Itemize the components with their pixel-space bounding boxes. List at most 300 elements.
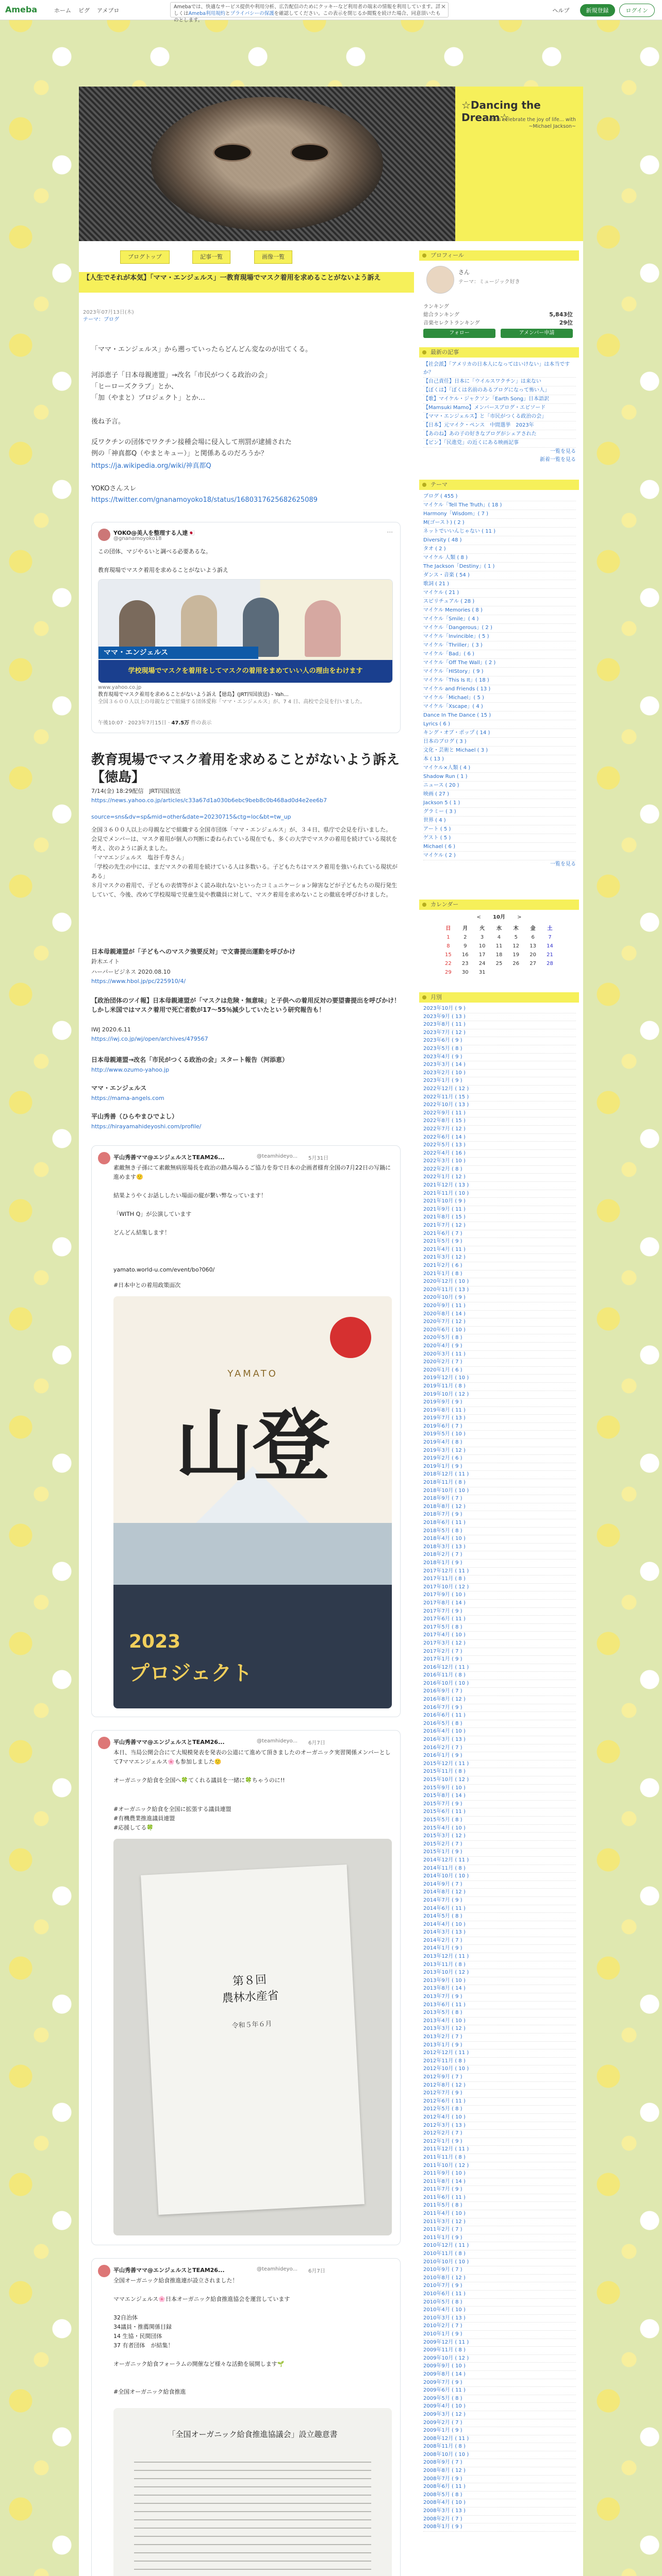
archive-item[interactable]: 2014年12月 ( 11 ) (423, 1857, 576, 1865)
archive-item[interactable]: 2013年1月 ( 9 ) (423, 2042, 576, 2050)
archive-item[interactable]: 2011年10月 ( 12 ) (423, 2162, 576, 2171)
archive-item[interactable]: 2015年8月 ( 14 ) (423, 1792, 576, 1801)
calendar-day[interactable]: 2 (464, 935, 467, 940)
archive-item[interactable]: 2016年10月 ( 10 ) (423, 1680, 576, 1688)
archive-item[interactable]: 2010年8月 ( 12 ) (423, 2275, 576, 2283)
archive-item[interactable]: 2022年11月 ( 15 ) (423, 1094, 576, 1102)
archive-item[interactable]: 2021年5月 ( 9 ) (423, 1238, 576, 1246)
calendar-day[interactable]: 12 (512, 943, 520, 949)
archive-item[interactable]: 2010年3月 ( 13 ) (423, 2315, 576, 2323)
tab-image-list[interactable] (254, 250, 292, 264)
archive-item[interactable]: 2016年6月 ( 11 ) (423, 1712, 576, 1720)
archive-item[interactable]: 2014年2月 ( 7 ) (423, 1937, 576, 1945)
theme-item[interactable]: ダンス・音楽 ( 54 ) (423, 571, 576, 580)
archive-item[interactable]: 2019年9月 ( 9 ) (423, 1399, 576, 1407)
archive-item[interactable]: 2011年1月 ( 9 ) (423, 2234, 576, 2243)
archive-item[interactable]: 2009年1月 ( 9 ) (423, 2427, 576, 2435)
tweet-link[interactable]: yamato.world-u.com/event/bo?060/ (113, 1266, 215, 1273)
archive-item[interactable]: 2017年11月 ( 8 ) (423, 1575, 576, 1584)
theme-item[interactable]: マイケル「Smile」( 4 ) (423, 615, 576, 624)
theme-item[interactable]: マイケル 人類 ( 8 ) (423, 554, 576, 563)
archive-item[interactable]: 2014年7月 ( 9 ) (423, 1897, 576, 1905)
archive-item[interactable]: 2012年3月 ( 13 ) (423, 2122, 576, 2130)
calendar-prev[interactable]: < (476, 914, 481, 920)
recent-entry[interactable]: 【ママ・エンジェルス】と「市民がつくる政治の会」 (423, 413, 576, 421)
calendar-day[interactable]: 22 (445, 961, 452, 967)
archive-item[interactable]: 2020年4月 ( 9 ) (423, 1343, 576, 1351)
archive-item[interactable]: 2018年6月 ( 11 ) (423, 1519, 576, 1528)
theme-item[interactable]: ネットでいいんじゃない ( 11 ) (423, 528, 576, 536)
archive-item[interactable]: 2016年11月 ( 8 ) (423, 1672, 576, 1680)
theme-item[interactable]: ゲスト ( 5 ) (423, 834, 576, 843)
archive-item[interactable]: 2015年9月 ( 10 ) (423, 1785, 576, 1793)
archive-item[interactable]: 2018年9月 ( 7 ) (423, 1495, 576, 1503)
archive-item[interactable]: 2022年3月 ( 10 ) (423, 1158, 576, 1166)
archive-item[interactable]: 2010年7月 ( 9 ) (423, 2282, 576, 2291)
archive-item[interactable]: 2021年8月 ( 15 ) (423, 1214, 576, 1222)
archive-item[interactable]: 2012年10月 ( 10 ) (423, 2065, 576, 2074)
theme-item[interactable]: グラミー ( 3 ) (423, 808, 576, 817)
archive-item[interactable]: 2021年10月 ( 9 ) (423, 1198, 576, 1206)
archive-item[interactable]: 2022年7月 ( 12 ) (423, 1126, 576, 1134)
archive-item[interactable]: 2012年5月 ( 8 ) (423, 2106, 576, 2114)
section-link[interactable]: https://iwj.co.jp/wj/open/archives/479567 (91, 1036, 208, 1042)
archive-item[interactable]: 2013年5月 ( 8 ) (423, 2009, 576, 2018)
document-photo[interactable] (113, 2408, 392, 2576)
archive-item[interactable]: 2012年2月 ( 7 ) (423, 2130, 576, 2138)
theme-item[interactable]: マイケル「This Is It」( 18 ) (423, 676, 576, 685)
theme-item[interactable]: マイケル「Bad」( 6 ) (423, 650, 576, 659)
archive-item[interactable]: 2008年7月 ( 9 ) (423, 2476, 576, 2484)
tab-entry-list[interactable] (192, 250, 230, 264)
archive-item[interactable]: 2008年1月 ( 9 ) (423, 2523, 576, 2532)
calendar-day[interactable]: 16 (461, 952, 469, 958)
archive-item[interactable]: 2021年7月 ( 12 ) (423, 1222, 576, 1230)
tab-blog-top[interactable] (120, 250, 170, 264)
archive-item[interactable]: 2009年10月 ( 12 ) (423, 2355, 576, 2363)
archive-item[interactable]: 2014年1月 ( 9 ) (423, 1945, 576, 1953)
archive-item[interactable]: 2011年8月 ( 14 ) (423, 2178, 576, 2187)
archive-item[interactable]: 2019年4月 ( 8 ) (423, 1439, 576, 1447)
archive-item[interactable]: 2017年8月 ( 14 ) (423, 1600, 576, 1608)
theme-item[interactable]: マイケル「Off The Wall」( 2 ) (423, 659, 576, 668)
archive-item[interactable]: 2015年2月 ( 7 ) (423, 1841, 576, 1849)
archive-item[interactable]: 2021年9月 ( 11 ) (423, 1206, 576, 1214)
theme-item[interactable]: 歌詞 ( 21 ) (423, 580, 576, 589)
news-image[interactable] (98, 579, 393, 683)
archive-item[interactable]: 2010年12月 ( 11 ) (423, 2242, 576, 2250)
archive-item[interactable]: 2013年10月 ( 12 ) (423, 1969, 576, 1977)
archive-item[interactable]: 2012年12月 ( 11 ) (423, 2049, 576, 2058)
archive-item[interactable]: 2009年7月 ( 9 ) (423, 2379, 576, 2387)
archive-item[interactable]: 2021年6月 ( 7 ) (423, 1230, 576, 1239)
archive-item[interactable]: 2021年3月 ( 12 ) (423, 1254, 576, 1262)
amember-button[interactable]: アメンバー申請 (501, 329, 573, 338)
archive-item[interactable]: 2012年1月 ( 9 ) (423, 2138, 576, 2146)
theme-item[interactable]: 映画 ( 27 ) (423, 790, 576, 799)
archive-item[interactable]: 2022年6月 ( 14 ) (423, 1134, 576, 1142)
archive-item[interactable]: 2023年1月 ( 9 ) (423, 1077, 576, 1086)
archive-item[interactable]: 2018年3月 ( 13 ) (423, 1544, 576, 1552)
archive-item[interactable]: 2013年11月 ( 8 ) (423, 1961, 576, 1970)
archive-item[interactable]: 2012年8月 ( 12 ) (423, 2082, 576, 2090)
archive-item[interactable]: 2014年10月 ( 10 ) (423, 1873, 576, 1881)
archive-item[interactable]: 2020年1月 ( 6 ) (423, 1367, 576, 1375)
archive-item[interactable]: 2011年6月 ( 11 ) (423, 2194, 576, 2202)
archive-item[interactable]: 2014年8月 ( 12 ) (423, 1889, 576, 1897)
wiki-link[interactable]: https://ja.wikipedia.org/wiki/神真都Q (91, 462, 211, 470)
calendar-day[interactable]: 23 (461, 961, 469, 967)
archive-item[interactable]: 2020年5月 ( 8 ) (423, 1334, 576, 1343)
archive-item[interactable]: 2023年2月 ( 10 ) (423, 1070, 576, 1078)
archive-item[interactable]: 2018年2月 ( 7 ) (423, 1551, 576, 1560)
recent-entry[interactable]: 【ピン】「民進党」の近くにある映画記事 (423, 439, 576, 448)
calendar-day[interactable]: 17 (478, 952, 486, 958)
theme-item[interactable]: マイケル「Dangerous」( 2 ) (423, 624, 576, 633)
archive-item[interactable]: 2023年9月 ( 13 ) (423, 1013, 576, 1022)
archive-item[interactable]: 2011年12月 ( 11 ) (423, 2146, 576, 2154)
theme-item[interactable]: マイケル「Xscape」( 4 ) (423, 703, 576, 711)
archive-item[interactable]: 2021年1月 ( 8 ) (423, 1270, 576, 1279)
calendar-day[interactable]: 28 (547, 961, 553, 967)
archive-item[interactable]: 2010年4月 ( 10 ) (423, 2307, 576, 2315)
theme-item[interactable]: Diversity ( 48 ) (423, 536, 576, 545)
archive-item[interactable]: 2013年4月 ( 10 ) (423, 2018, 576, 2026)
archive-item[interactable]: 2023年5月 ( 8 ) (423, 1045, 576, 1054)
archive-item[interactable]: 2008年8月 ( 12 ) (423, 2467, 576, 2476)
embedded-tweet[interactable] (91, 2258, 401, 2576)
archive-item[interactable]: 2008年5月 ( 8 ) (423, 2492, 576, 2500)
section-link[interactable]: http://www.ozumo-yahoo.jp (91, 1066, 170, 1073)
theme-item[interactable]: The Jackson「Destiny」( 1 ) (423, 563, 576, 571)
archive-item[interactable]: 2023年8月 ( 11 ) (423, 1021, 576, 1029)
help-link[interactable]: ヘルプ (552, 7, 570, 14)
calendar-day[interactable]: 30 (461, 970, 469, 975)
register-button[interactable]: 新規登録 (580, 4, 615, 16)
archive-item[interactable]: 2012年6月 ( 11 ) (423, 2098, 576, 2106)
archive-item[interactable]: 2022年4月 ( 16 ) (423, 1150, 576, 1158)
archive-item[interactable]: 2019年3月 ( 12 ) (423, 1447, 576, 1455)
archive-item[interactable]: 2015年3月 ( 12 ) (423, 1833, 576, 1841)
archive-item[interactable]: 2013年2月 ( 7 ) (423, 2033, 576, 2042)
theme-item[interactable]: 本 ( 13 ) (423, 755, 576, 764)
archive-item[interactable]: 2023年4月 ( 9 ) (423, 1054, 576, 1062)
privacy-link[interactable]: プライバシーの保護 (230, 11, 274, 16)
calendar-day[interactable]: 4 (497, 935, 501, 940)
archive-item[interactable]: 2021年12月 ( 13 ) (423, 1182, 576, 1190)
calendar-day[interactable]: 24 (478, 961, 486, 967)
recent-entry[interactable]: 【歌】マイケル・ジャクソン「Earth Song」日本語訳 (423, 395, 576, 404)
calendar-day[interactable]: 21 (547, 952, 553, 958)
profile-avatar-icon[interactable] (426, 266, 454, 294)
ameba-logo[interactable]: Ameba (5, 5, 38, 14)
archive-item[interactable]: 2010年10月 ( 10 ) (423, 2259, 576, 2267)
archive-item[interactable]: 2020年6月 ( 10 ) (423, 1327, 576, 1335)
tweet-date[interactable]: 6月7日 (308, 1740, 325, 1746)
archive-item[interactable]: 2009年8月 ( 14 ) (423, 2371, 576, 2379)
calendar-next[interactable]: > (517, 914, 522, 920)
nav-pigg[interactable]: ピグ (78, 7, 90, 14)
archive-item[interactable]: 2009年9月 ( 10 ) (423, 2363, 576, 2371)
archive-item[interactable]: 2019年7月 ( 13 ) (423, 1415, 576, 1423)
archive-item[interactable]: 2016年9月 ( 7 ) (423, 1688, 576, 1696)
archive-item[interactable]: 2009年2月 ( 7 ) (423, 2419, 576, 2428)
archive-item[interactable]: 2008年4月 ( 10 ) (423, 2499, 576, 2507)
section-link[interactable]: https://www.hbol.jp/pc/225910/4/ (91, 978, 186, 985)
event-poster-image[interactable] (113, 1296, 392, 1708)
archive-item[interactable]: 2019年5月 ( 10 ) (423, 1431, 576, 1439)
archive-item[interactable]: 2023年7月 ( 12 ) (423, 1029, 576, 1038)
section-link[interactable]: https://hirayamahideyoshi.com/profile/ (91, 1123, 202, 1130)
archive-item[interactable]: 2013年9月 ( 10 ) (423, 1977, 576, 1986)
tweet-time[interactable]: 午後10:07 · 2023年7月15日 (98, 720, 167, 726)
recent-more-link[interactable]: 一覧を見る (550, 449, 576, 454)
calendar-day[interactable]: 20 (529, 952, 536, 958)
archive-item[interactable]: 2015年7月 ( 9 ) (423, 1801, 576, 1809)
archive-item[interactable]: 2020年12月 ( 10 ) (423, 1278, 576, 1286)
archive-item[interactable]: 2021年4月 ( 11 ) (423, 1246, 576, 1255)
archive-item[interactable]: 2017年3月 ( 12 ) (423, 1640, 576, 1648)
calendar-day[interactable]: 26 (512, 961, 520, 967)
tweet-date[interactable]: 5月31日 (308, 1156, 329, 1161)
theme-item[interactable]: 日本のブログ ( 3 ) (423, 738, 576, 747)
theme-item[interactable]: マイケル「Invincible」( 5 ) (423, 633, 576, 641)
archive-item[interactable]: 2008年9月 ( 7 ) (423, 2459, 576, 2467)
archive-item[interactable]: 2012年9月 ( 7 ) (423, 2074, 576, 2082)
theme-item[interactable]: Lyrics ( 6 ) (423, 720, 576, 729)
archive-item[interactable]: 2019年12月 ( 10 ) (423, 1375, 576, 1383)
calendar-day[interactable]: 15 (445, 952, 452, 958)
calendar-day[interactable]: 25 (495, 961, 503, 967)
theme-item[interactable]: タオ ( 2 ) (423, 545, 576, 554)
archive-item[interactable]: 2011年5月 ( 8 ) (423, 2202, 576, 2210)
archive-item[interactable]: 2017年9月 ( 10 ) (423, 1591, 576, 1600)
archive-item[interactable]: 2012年11月 ( 8 ) (423, 2058, 576, 2066)
calendar-day[interactable]: 11 (495, 943, 503, 949)
archive-item[interactable]: 2010年11月 ( 8 ) (423, 2250, 576, 2259)
recent-entry[interactable]: 【日本】元マイク・ペンス 中間選挙 2023年 (423, 421, 576, 430)
theme-item[interactable]: Jackson 5 ( 1 ) (423, 799, 576, 808)
archive-item[interactable]: 2011年4月 ( 10 ) (423, 2210, 576, 2218)
tweet-more-icon[interactable]: ··· (387, 529, 393, 536)
archive-item[interactable]: 2015年12月 ( 11 ) (423, 1760, 576, 1769)
theme-item[interactable]: ブログ ( 455 ) (423, 493, 576, 501)
article-link[interactable]: https://news.yahoo.co.jp/articles/c33a67d1a030b6ebc9beb8c0b468ad0d4e2ee6b7 (91, 797, 327, 804)
archive-item[interactable]: 2010年9月 ( 7 ) (423, 2266, 576, 2275)
calendar-day[interactable]: 8 (446, 943, 450, 949)
theme-item[interactable]: マイケル「Michael」( 5 ) (423, 694, 576, 703)
archive-item[interactable]: 2016年12月 ( 11 ) (423, 1664, 576, 1672)
archive-item[interactable]: 2020年11月 ( 13 ) (423, 1286, 576, 1295)
theme-item[interactable]: マイケル ( 21 ) (423, 589, 576, 598)
archive-item[interactable]: 2016年5月 ( 8 ) (423, 1720, 576, 1728)
theme-item[interactable]: マイケル and Friends ( 13 ) (423, 685, 576, 694)
archive-item[interactable]: 2022年8月 ( 15 ) (423, 1117, 576, 1126)
archive-item[interactable]: 2017年7月 ( 9 ) (423, 1608, 576, 1616)
recent-entry[interactable]: 【ぼくは】「ぼくは名前のあるブログになって怖い人」 (423, 386, 576, 395)
archive-item[interactable]: 2022年1月 ( 12 ) (423, 1174, 576, 1182)
archive-item[interactable]: 2008年3月 ( 13 ) (423, 2507, 576, 2516)
archive-item[interactable]: 2018年4月 ( 10 ) (423, 1535, 576, 1544)
archive-item[interactable]: 2023年3月 ( 14 ) (423, 1061, 576, 1070)
archive-item[interactable]: 2017年1月 ( 9 ) (423, 1656, 576, 1664)
archive-item[interactable]: 2011年11月 ( 8 ) (423, 2154, 576, 2162)
section-link[interactable]: https://mama-angels.com (91, 1095, 164, 1101)
archive-item[interactable]: 2011年9月 ( 10 ) (423, 2170, 576, 2178)
theme-item[interactable]: アート ( 5 ) (423, 825, 576, 834)
archive-item[interactable]: 2020年7月 ( 12 ) (423, 1318, 576, 1327)
calendar-day[interactable]: 6 (531, 935, 535, 940)
theme-item[interactable]: Michael ( 6 ) (423, 843, 576, 852)
theme-item[interactable]: スピリチュアル ( 28 ) (423, 598, 576, 606)
theme-item[interactable]: Dance In The Dance ( 15 ) (423, 711, 576, 720)
archive-item[interactable]: 2017年12月 ( 11 ) (423, 1568, 576, 1576)
archive-item[interactable]: 2013年8月 ( 14 ) (423, 1985, 576, 1993)
archive-item[interactable]: 2022年10月 ( 13 ) (423, 1101, 576, 1110)
archive-item[interactable]: 2011年2月 ( 7 ) (423, 2226, 576, 2234)
archive-item[interactable]: 2009年12月 ( 11 ) (423, 2339, 576, 2347)
archive-item[interactable]: 2012年4月 ( 10 ) (423, 2114, 576, 2122)
archive-item[interactable]: 2019年2月 ( 6 ) (423, 1455, 576, 1463)
nav-home[interactable]: ホーム (54, 7, 71, 14)
recent-extra-link[interactable]: 新着一覧を見る (540, 457, 576, 463)
calendar-day[interactable]: 7 (548, 935, 552, 940)
archive-item[interactable]: 2021年11月 ( 10 ) (423, 1190, 576, 1198)
theme-item[interactable]: M(ゴースト) ( 2 ) (423, 519, 576, 528)
recent-entry[interactable]: 【社会派】「アメリカの日本人になってはいけない」は本当ですか？ (423, 361, 576, 378)
archive-item[interactable]: 2009年5月 ( 8 ) (423, 2395, 576, 2403)
archive-item[interactable]: 2018年7月 ( 9 ) (423, 1511, 576, 1519)
article-link-params[interactable]: source=sns&dv=sp&mid=other&date=20230715&ctg=loc&bt=tw_up (91, 814, 291, 820)
archive-item[interactable]: 2022年9月 ( 11 ) (423, 1110, 576, 1118)
archive-item[interactable]: 2015年10月 ( 12 ) (423, 1776, 576, 1785)
archive-item[interactable]: 2020年2月 ( 7 ) (423, 1359, 576, 1367)
recent-entry[interactable]: 【自己責任】日本に「ウイルスワクチン」は来ない (423, 378, 576, 386)
calendar-day[interactable]: 13 (529, 943, 536, 949)
theme-item[interactable]: マイケル「HIStory」( 9 ) (423, 668, 576, 676)
theme-item[interactable]: マイケル×人類 ( 4 ) (423, 764, 576, 773)
theme-item[interactable]: マイケル「Tell The Truth」( 18 ) (423, 501, 576, 510)
twitter-link[interactable]: https://twitter.com/gnanamoyoko18/status/1680317625682625089 (91, 496, 318, 504)
archive-item[interactable]: 2022年12月 ( 12 ) (423, 1086, 576, 1094)
nav-ameblo[interactable]: アメブロ (97, 7, 120, 14)
archive-item[interactable]: 2010年2月 ( 7 ) (423, 2323, 576, 2331)
calendar-day[interactable]: 14 (547, 943, 553, 949)
archive-item[interactable]: 2010年1月 ( 9 ) (423, 2331, 576, 2339)
document-photo[interactable] (113, 1839, 392, 2235)
archive-item[interactable]: 2023年10月 ( 9 ) (423, 1005, 576, 1013)
calendar-day[interactable]: 10 (478, 943, 486, 949)
archive-item[interactable]: 2013年12月 ( 11 ) (423, 1953, 576, 1961)
archive-item[interactable]: 2017年2月 ( 7 ) (423, 1648, 576, 1656)
archive-item[interactable]: 2016年3月 ( 13 ) (423, 1736, 576, 1744)
tweet-hashtags[interactable]: #オーガニック給食を全国に拡張する議員連盟 #有機農業推進議員連盟 #応援してる🍀 (113, 1806, 231, 1831)
archive-item[interactable]: 2023年6月 ( 9 ) (423, 1037, 576, 1045)
archive-item[interactable]: 2019年8月 ( 11 ) (423, 1407, 576, 1415)
recent-entry[interactable]: 【Mamsuki Mamo】メンバースブログ・エピソード (423, 404, 576, 413)
archive-item[interactable]: 2012年7月 ( 9 ) (423, 2090, 576, 2098)
archive-item[interactable]: 2010年5月 ( 8 ) (423, 2299, 576, 2307)
archive-item[interactable]: 2017年4月 ( 10 ) (423, 1632, 576, 1640)
archive-item[interactable]: 2009年4月 ( 10 ) (423, 2403, 576, 2411)
archive-item[interactable]: 2016年4月 ( 10 ) (423, 1728, 576, 1736)
archive-item[interactable]: 2016年1月 ( 9 ) (423, 1752, 576, 1760)
archive-item[interactable]: 2011年7月 ( 9 ) (423, 2186, 576, 2194)
archive-item[interactable]: 2011年3月 ( 12 ) (423, 2218, 576, 2227)
archive-item[interactable]: 2008年6月 ( 11 ) (423, 2483, 576, 2492)
archive-item[interactable]: 2016年8月 ( 12 ) (423, 1696, 576, 1704)
archive-item[interactable]: 2014年3月 ( 13 ) (423, 1929, 576, 1937)
archive-item[interactable]: 2015年6月 ( 11 ) (423, 1808, 576, 1817)
archive-item[interactable]: 2014年11月 ( 8 ) (423, 1865, 576, 1873)
theme-item[interactable]: マイケル ( 2 ) (423, 852, 576, 860)
archive-item[interactable]: 2018年5月 ( 8 ) (423, 1528, 576, 1536)
calendar-day[interactable]: 29 (445, 970, 452, 975)
archive-item[interactable]: 2010年6月 ( 11 ) (423, 2291, 576, 2299)
theme-item[interactable]: ニュース ( 20 ) (423, 782, 576, 790)
archive-item[interactable]: 2018年10月 ( 10 ) (423, 1487, 576, 1496)
archive-item[interactable]: 2008年2月 ( 7 ) (423, 2516, 576, 2524)
blog-title[interactable]: ☆Dancing the Dream☆ (461, 99, 541, 124)
archive-item[interactable]: 2019年11月 ( 8 ) (423, 1383, 576, 1391)
terms-link[interactable]: Ameba利用規約 (188, 11, 225, 16)
follow-button[interactable]: フォロー (423, 329, 495, 338)
archive-item[interactable]: 2014年5月 ( 8 ) (423, 1913, 576, 1921)
archive-item[interactable]: 2022年2月 ( 8 ) (423, 1166, 576, 1174)
archive-item[interactable]: 2009年6月 ( 11 ) (423, 2387, 576, 2395)
archive-item[interactable]: 2013年3月 ( 12 ) (423, 2025, 576, 2033)
archive-item[interactable]: 2022年5月 ( 13 ) (423, 1142, 576, 1150)
calendar-day[interactable]: 5 (514, 935, 518, 940)
archive-item[interactable]: 2014年4月 ( 10 ) (423, 1921, 576, 1929)
archive-item[interactable]: 2019年1月 ( 9 ) (423, 1463, 576, 1471)
calendar-day[interactable]: 1 (446, 935, 450, 940)
entry-theme[interactable]: テーマ：ブログ (83, 317, 119, 323)
theme-item[interactable]: Harmony「Wisdom」( 7 ) (423, 510, 576, 519)
calendar-day[interactable]: 31 (478, 970, 486, 975)
archive-item[interactable]: 2018年1月 ( 9 ) (423, 1560, 576, 1568)
archive-item[interactable]: 2014年6月 ( 11 ) (423, 1905, 576, 1913)
calendar-day[interactable]: 19 (512, 952, 520, 958)
archive-item[interactable]: 2008年11月 ( 8 ) (423, 2443, 576, 2451)
tweet-hashtag[interactable]: #日本中との着用政策面次 (113, 1282, 181, 1289)
archive-item[interactable]: 2015年4月 ( 10 ) (423, 1825, 576, 1833)
theme-item[interactable]: キング・オブ・ポップ ( 14 ) (423, 729, 576, 738)
archive-item[interactable]: 2015年11月 ( 8 ) (423, 1768, 576, 1776)
embedded-tweet[interactable] (91, 1730, 401, 2245)
calendar-day[interactable]: 9 (464, 943, 467, 949)
archive-item[interactable]: 2021年2月 ( 6 ) (423, 1262, 576, 1270)
archive-item[interactable]: 2018年12月 ( 11 ) (423, 1471, 576, 1479)
archive-item[interactable]: 2013年7月 ( 9 ) (423, 1993, 576, 2002)
archive-item[interactable]: 2016年2月 ( 7 ) (423, 1744, 576, 1753)
theme-more-link[interactable]: 一覧を見る (550, 861, 576, 867)
archive-item[interactable]: 2016年7月 ( 9 ) (423, 1704, 576, 1713)
theme-item[interactable]: Shadow Run ( 1 ) (423, 773, 576, 782)
tweet-date[interactable]: 6月7日 (308, 2268, 325, 2274)
archive-item[interactable]: 2017年6月 ( 11 ) (423, 1616, 576, 1624)
archive-item[interactable]: 2020年10月 ( 9 ) (423, 1294, 576, 1302)
embedded-tweet[interactable] (91, 1145, 401, 1717)
archive-item[interactable]: 2008年10月 ( 10 ) (423, 2451, 576, 2460)
archive-item[interactable]: 2020年3月 ( 11 ) (423, 1351, 576, 1359)
link-card[interactable] (98, 684, 392, 706)
theme-item[interactable]: 世界 ( 4 ) (423, 817, 576, 825)
archive-item[interactable]: 2019年6月 ( 7 ) (423, 1423, 576, 1431)
entry-title[interactable]: 【人生でそれが本気】「ママ・エンジェルス」一教育現場でマスク着用を求めることがないよう訴え (79, 272, 414, 293)
close-icon[interactable]: ✕ (440, 3, 446, 10)
calendar-day[interactable]: 27 (529, 961, 536, 967)
